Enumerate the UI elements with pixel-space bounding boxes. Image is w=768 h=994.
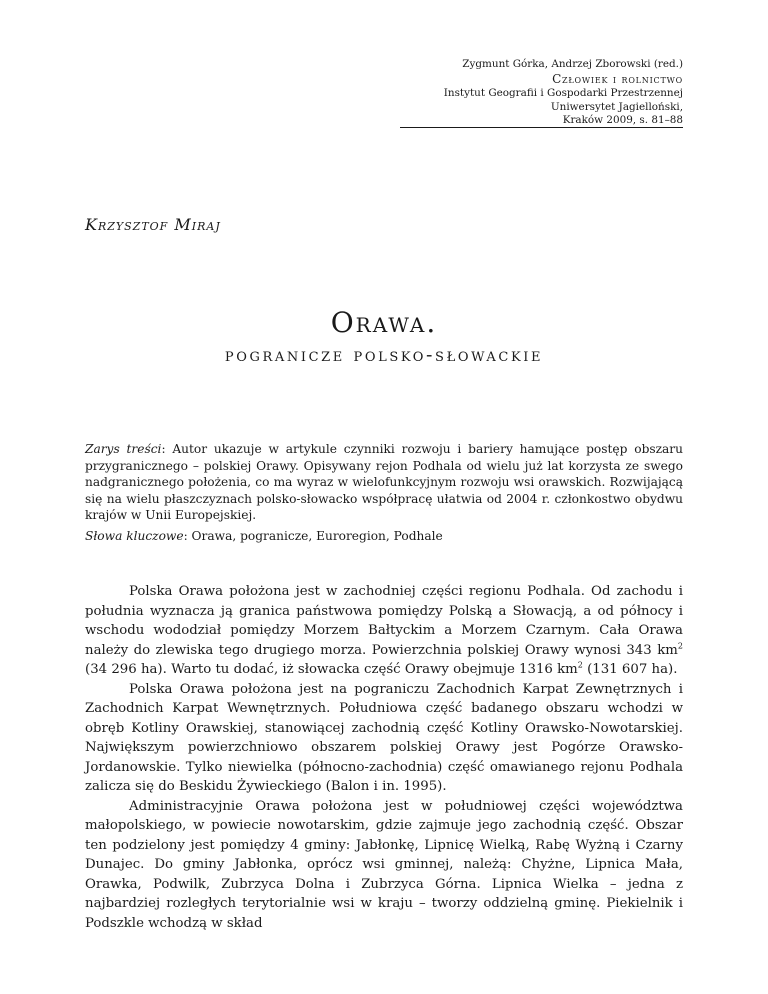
paragraph-3: Administracyjnie Orawa położona jest w południowej części województwa małopolskiego, w powiecie nowotarskim, gdzie zajmuje jego zachodnią część. Obszar ten podzielony jest pomiędzy 4 gminy: Jabłonkę, Lipnicę Wielką, Rabę Wyżną i Czarny Dunajec. Do gminy Jabłonka, oprócz wsi gminnej, należą: Chyżne, Lipnica Mała, Orawka, Podwilk, Zubrzyca Dolna i Zubrzyca Górna. Lipnica Wielka – jedna z najbardziej rozległych terytorialnie wsi w kraju – tworzy oddzielną gminę. Piekielnik i Podszkle wchodzą w skład bbox=[85, 798, 683, 931]
article-subtitle: pogranicze polsko-słowackie bbox=[224, 344, 544, 366]
keywords-label: Słowa kluczowe bbox=[85, 528, 184, 543]
header-editors: Zygmunt Górka, Andrzej Zborowski (red.) bbox=[462, 58, 683, 70]
paragraph-1-part-c: (131 607 ha). bbox=[582, 662, 678, 677]
superscript: 2 bbox=[677, 641, 683, 651]
abstract-label: Zarys treści bbox=[85, 442, 162, 456]
paragraph-1 bbox=[85, 582, 683, 680]
keywords-text: : Orawa, pogranicze, Euroregion, Podhale bbox=[183, 528, 443, 543]
paragraph-2: Polska Orawa położona jest na pograniczu Zachodnich Karpat Zewnętrznych i Zachodnich Karpat Wewnętrznych. Południowa część badanego obszaru wchodzi w obręb Kotliny Orawskiej, stanowiącej zachodnią część Kotliny Orawsko-Nowotarskiej. Największym powierzchniowo obszarem polskiej Orawy jest Pogórze Orawsko-Jordanowskie. Tylko niewielka (północno-zachodnia) część omawianego rejonu Podhala zalicza się do Beskidu Żywieckiego (Balon i in. 1995). bbox=[85, 681, 683, 794]
running-header bbox=[444, 58, 683, 128]
abstract-block bbox=[85, 441, 683, 545]
abstract bbox=[85, 441, 683, 524]
header-university: Uniwersytet Jagielloński, bbox=[550, 100, 683, 113]
superscript: 2 bbox=[577, 660, 583, 670]
header-place-pages: Kraków 2009, s. 81–88 bbox=[562, 114, 683, 127]
header-rule bbox=[400, 127, 683, 128]
article-title: Orawa. bbox=[330, 306, 438, 339]
keywords bbox=[85, 528, 683, 545]
header-series: Człowiek i rolnictwo bbox=[552, 72, 683, 87]
paragraph-1-part-a: Polska Orawa położona jest w zachodniej części regionu Podhala. Od zachodu i południa wyznacza ją granica państwowa pomiędzy Polską a Słowacją, a od północy i wschodu wododział pomiędzy Morzem Bałtyckim a Morzem Czarnym. Cała Orawa należy do zlewiska tego drugiego morza. Powierzchnia polskiej Orawy wynosi 343 km bbox=[85, 584, 683, 658]
header-institute: Instytut Geografii i Gospodarki Przestrzennej bbox=[443, 87, 683, 100]
author-name: Krzysztof Miraj bbox=[85, 215, 221, 234]
body-text bbox=[85, 582, 683, 933]
abstract-text: : Autor ukazuje w artykule czynniki rozwoju i bariery hamujące postęp obszaru przygranicznego – polskiej Orawy. Opisywany rejon Podhala od wielu już lat korzysta ze swego nadgranicznego położenia, co ma wyraz w wielofunkcyjnym rozwoju wsi orawskich. Rozwijającą się na wielu płaszczyznach polsko-słowacko współpracę ułatwia od 2004 r. członkostwo obydwu krajów w Unii Europejskiej. bbox=[85, 442, 683, 523]
paragraph-1-part-b: (34 296 ha). Warto tu dodać, iż słowacka część Orawy obejmuje 1316 km bbox=[85, 662, 578, 677]
